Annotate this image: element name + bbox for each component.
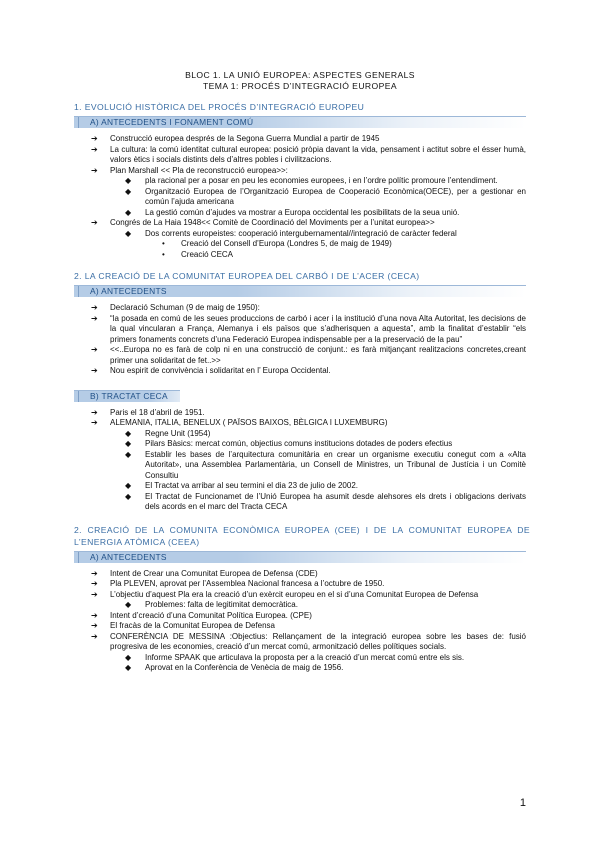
diamond-icon: ◆ [125,491,132,501]
dot-icon: • [162,249,165,259]
sub-list-item: ◆ Establir les bases de l’arquitectura comunitària en crear un organisme executiu conegut com a «Alta Autoritat», una Assemblea Parlamentària, un Consell de Ministres, un Tribunal de Justícia i un Comitè Consultiu [125,449,526,480]
list-item: ➔ Plan Marshall << Pla de reconstrucció europea>>: ◆ pla racional per a posar en peu les economies europees, i en l’ordre polític promoure l’entendiment. ◆ Organització Europea de l’Organització Europea de Cooperació Econòmica(OECE), per a gestionar en común l’ajuda americana ◆ La gestió común d’ajudes va mostrar a Europa occidental les posibilitats de la seua unió. [91,165,526,217]
diamond-icon: ◆ [125,652,132,662]
sub-list-item: ◆ El Tractat va arribar al seu termini el dia 23 de julio de 2002. [125,481,359,490]
sub-list-item: ◆ Aprovat en la Conferència de Venècia de maig de 1956. [125,663,344,672]
list-item: ➔ Pla PLEVEN, aprovat per l’Assemblea Nacional francesa a l’octubre de 1950. [91,579,385,588]
sub-list-item: ◆ Informe SPAAK que articulava la proposta per a la creació d’un mercat comú entre els sis. [125,652,465,662]
arrow-icon: ➔ [91,621,98,630]
list-item: ➔ Nou espirit de convivència i solidaritat en l’ Europa Occidental. [91,366,331,375]
sub-list [125,176,526,218]
page-number: 1 [519,797,526,809]
arrow-icon: ➔ [91,568,98,578]
subsection-band-label: B) TRACTAT CECA [78,391,168,402]
sub-list [125,652,526,674]
subsection-band [74,285,526,297]
document-header [0,70,600,92]
sub-list-item: ◆ Pilars Bàsics: mercat común, objectius comuns institucions dotades de poders efectius [125,439,453,448]
arrow-icon: ➔ [91,345,98,354]
subsection-band [74,116,526,128]
sub-list [125,228,526,261]
section-1-title: 1. EVOLUCIÓ HISTÒRICA DEL PROCÉS D’INTEGRACIÓ EUROPEU [74,102,365,112]
sub-list [125,428,526,513]
arrow-icon: ➔ [91,218,98,227]
arrow-icon: ➔ [91,579,98,588]
arrow-icon: ➔ [91,144,98,154]
subsection-band-label: A) ANTECEDENTS [78,286,167,297]
diamond-icon: ◆ [125,481,132,490]
arrow-icon: ➔ [91,313,98,323]
bullet-list [91,407,526,513]
diamond-icon: ◆ [125,439,132,448]
list-item: ➔ La cultura: la comú identitat cultural europea: posició pròpia davant la vida, pensament i actitut sobre el ésser humà, valors ètics i socials distints dels d’altres pobles i civilitzacions. [91,144,526,164]
sub-list-item: ◆ El Tractat de Funcionamet de l’Unió Europea ha asumit desde alehsores els drets i obligacions derivats dels acords en el marc del Tracta CECA [125,491,526,511]
subsection-band [74,551,526,563]
diamond-icon: ◆ [125,176,132,185]
section-3-title: 2. CREACIÓ DE LA COMUNITA ECONÒMICA EUROPEA (CEE) I DE LA COMUNITAT EUROPEA DE L’ENERGIA ATÒMICA (CEEA) [74,524,530,547]
diamond-icon: ◆ [125,228,132,238]
header-tema-title: TEMA 1: PROCÉS D’INTEGRACIÓ EUROPEA [202,81,398,91]
arrow-icon: ➔ [91,165,98,175]
bullet-list [91,134,526,260]
sub-list-item: ◆ Regne Unit (1954) [125,428,211,438]
list-item: ➔ Construcció europea després de la Segona Guerra Mundial a partir de 1945 [91,134,380,143]
subsection-band-label: A) ANTECEDENTS [78,552,167,563]
list-item: ➔ Intent d’creació d’una Comunitat Política Europea. (CPE) [91,610,312,620]
diamond-icon: ◆ [125,186,132,196]
diamond-icon: ◆ [125,663,132,672]
list-item: ➔ Declaració Schuman (9 de maig de 1950): [91,303,260,312]
sub-list-item: ◆ pla racional per a posar en peu les economies europees, i en l’ordre polític promoure l’entendiment. [125,176,498,185]
subsection-band [74,390,180,402]
diamond-icon: ◆ [125,207,132,217]
arrow-icon: ➔ [91,303,98,312]
list-item: ➔ Intent de Crear una Comunitat Europea de Defensa (CDE) [91,568,318,578]
arrow-icon: ➔ [91,134,98,143]
section-2-title: 2. LA CREACIÓ DE LA COMUNITAT EUROPEA DEL CARBÓ I DE L’ACER (CECA) [74,271,420,281]
arrow-icon: ➔ [91,418,98,427]
arrow-icon: ➔ [91,407,98,417]
sub-sub-list-item: • Creació CECA [162,249,234,259]
list-item: ➔ Congrés de La Haia 1948<< Comitè de Coordinació del Moviments per a l’unitat europea>> ◆ Dos corrents europeistes: cooperació intergubernamental//integració de caràcter federal • Creació del Consell d’Europa (Londres 5, de maig de 1949) • Creació CECA [110,218,526,260]
header-bloc-title: BLOC 1. LA UNIÓ EUROPEA: ASPECTES GENERALS [185,70,415,80]
diamond-icon: ◆ [125,428,132,438]
sub-sub-list [162,239,526,260]
subsection-band-label: A) ANTECEDENTS I FONAMENT COMÚ [78,117,253,128]
dot-icon: • [162,239,165,248]
arrow-icon: ➔ [91,366,98,375]
list-item: ➔ <<..Europa no es farà de colp ni en una construcció de conjunt.: es farà mitjançant realitzacions concretes,creant primer una solidaritat de fet..>> [91,345,526,365]
diamond-icon: ◆ [125,600,132,609]
bullet-list [91,303,526,377]
sub-list-item: ◆ Dos corrents europeistes: cooperació intergubernamental//integració de caràcter federal • Creació del Consell d’Europa (Londres 5, de maig de 1949) • Creació CECA [145,229,526,261]
diamond-icon: ◆ [125,449,132,459]
list-item: ➔ “la posada en comú de les seues produccions de carbó i acer i la institució d’una nova Alta Autoritat, les decisions de la qual vincularan a França, Alemanya i els països que s’adherisquen a aquesta”, amb la finalitat d’establir “els primers fonaments concrets d’una Federació Europea indispensable per a la preservació de la pau” [91,313,526,344]
arrow-icon: ➔ [91,610,98,620]
list-item: ➔ El fracàs de la Comunitat Europea de Defensa [91,621,275,630]
sub-list-item: ◆ Problemes: falta de legitimitat democràtica. [125,600,298,609]
arrow-icon: ➔ [91,589,98,599]
list-item: ➔ ALEMANIA, ITALIA, BENELUX ( PAÏSOS BAIXOS, BÈLGICA I LUXEMBURG) ◆ Regne Unit (1954) ◆ Pilars Bàsics: mercat común, objectius comuns institucions dotades de poders efectius ◆ Establir les bases de l’arquitectura comunitària en crear un organisme executiu conegut com a «Alta Autoritat», una Assemblea Parlamentària, un Consell de Ministres, un Tribunal de Justícia i un Comitè Consultiu ◆ El Tractat va arribar al seu termini el dia 23 de julio de 2002. ◆ El Tractat de Funcionamet de l’Unió Europea ha asumit desde alehsores els drets i obligacions derivats dels acords en el marc del Tracta CECA [91,418,526,511]
list-item: ➔ L’objectiu d’aquest Pla era la creació d’un exèrcit europeu en el si d’una Comunitat Europea de Defensa ◆ Problemes: falta de legitimitat democràtica. [110,590,526,611]
sub-sub-list-item: • Creació del Consell d’Europa (Londres 5, de maig de 1949) [162,239,392,248]
list-item: ➔ Paris el 18 d’abril de 1951. [91,407,205,417]
sub-list-item: ◆ La gestió común d’ajudes va mostrar a Europa occidental les posibilitats de la seua unió. [125,207,460,217]
arrow-icon: ➔ [91,631,98,641]
sub-list [125,600,526,611]
list-item: ➔ CONFERÈNCIA DE MESSINA :Objectius: Rellançament de la integració europea sobre les bases de: fusió progresiva de les economies, creació d’un mercat comú, armonització delles polítiques socials. ◆ Informe SPAAK que articulava la proposta per a la creació d’un mercat comú entre els sis. ◆ Aprovat en la Conferència de Venècia de maig de 1956. [91,631,526,672]
bullet-list [91,568,526,674]
sub-list-item: ◆ Organització Europea de l’Organització Europea de Cooperació Econòmica(OECE), per a gestionar en común l’ajuda americana [125,186,526,206]
